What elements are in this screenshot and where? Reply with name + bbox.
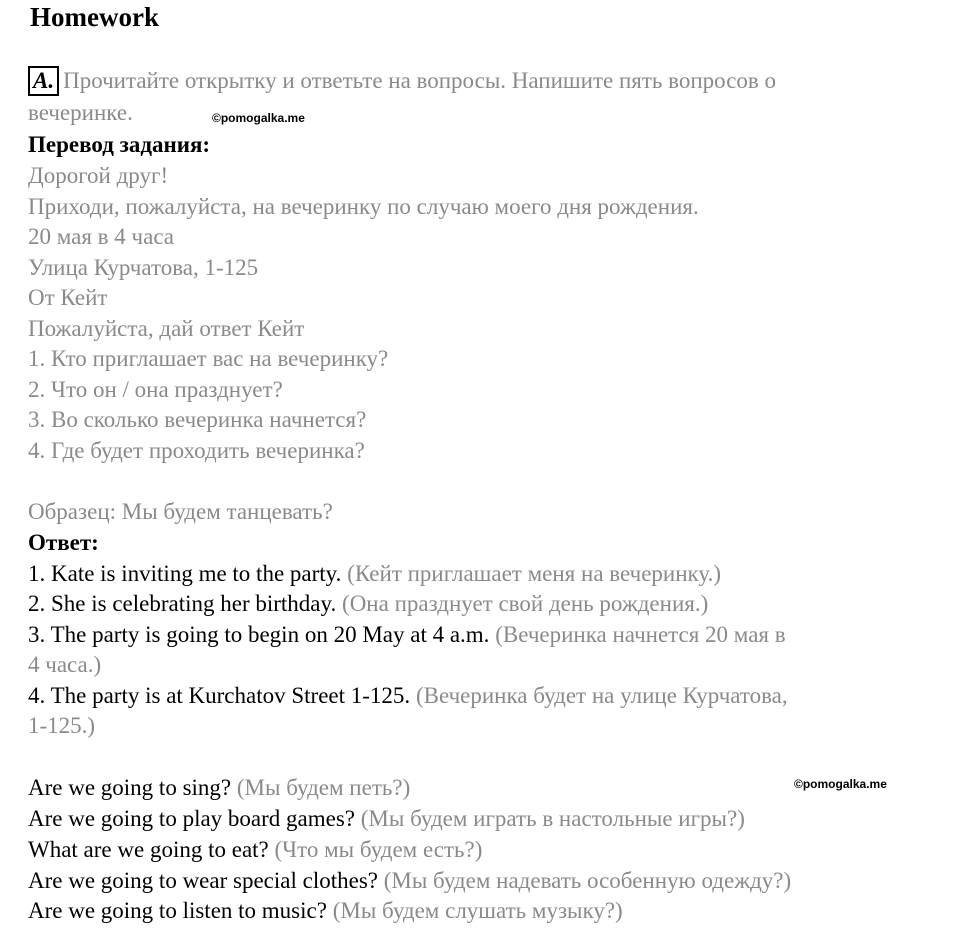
sample-line: Образец: Мы будем танцевать? bbox=[28, 499, 333, 524]
translation-line: 2. Что он / она празднует? bbox=[28, 377, 283, 402]
translation-line: Приходи, пожалуйста, на вечеринку по случаю моего дня рождения. bbox=[28, 194, 699, 219]
answer-line bbox=[28, 589, 708, 619]
watermark: ©pomogalka.me bbox=[212, 111, 305, 125]
answer-ru-continued: 4 часа.) bbox=[28, 652, 102, 677]
question-line bbox=[28, 866, 791, 896]
question-en: Are we going to play board games? bbox=[28, 806, 356, 831]
answer-ru: (Кейт приглашает меня на вечеринку.) bbox=[347, 561, 721, 586]
answer-ru: (Вечеринка начнется 20 мая в bbox=[495, 622, 786, 647]
translation-line: От Кейт bbox=[28, 285, 108, 310]
question-en: Are we going to sing? bbox=[28, 775, 232, 800]
question-ru: (Что мы будем есть?) bbox=[274, 837, 483, 862]
question-ru: (Мы будем надевать особенную одежду?) bbox=[383, 868, 792, 893]
translation-line: 3. Во сколько вечеринка начнется? bbox=[28, 407, 367, 432]
translation-line: Пожалуйста, дай ответ Кейт bbox=[28, 316, 305, 341]
answer-ru: (Вечеринка будет на улице Курчатова, bbox=[415, 683, 788, 708]
question-ru: (Мы будем петь?) bbox=[236, 775, 411, 800]
translation-line: 20 мая в 4 часа bbox=[28, 224, 175, 249]
question-en: Are we going to wear special clothes? bbox=[28, 868, 378, 893]
question-line bbox=[28, 835, 482, 865]
page-title: Homework bbox=[30, 2, 159, 32]
answer-ru-continued: 1-125.) bbox=[28, 713, 96, 738]
answer-ru: (Она празднует свой день рождения.) bbox=[342, 591, 709, 616]
answer-line bbox=[28, 681, 788, 711]
answer-line bbox=[28, 559, 721, 589]
answer-line bbox=[28, 620, 786, 650]
task-badge: A. bbox=[28, 66, 59, 96]
translation-heading: Перевод задания: bbox=[28, 132, 211, 157]
answer-en: 1. Kate is inviting me to the party. bbox=[28, 561, 342, 586]
answer-en: 3. The party is going to begin on 20 May at 4 a.m. bbox=[28, 622, 490, 647]
answer-en: 2. She is celebrating her birthday. bbox=[28, 591, 337, 616]
translation-line: Дорогой друг! bbox=[28, 163, 169, 188]
task-line-2: вечеринке. bbox=[28, 100, 133, 125]
watermark: ©pomogalka.me bbox=[794, 777, 887, 791]
translation-line: 4. Где будет проходить вечеринка? bbox=[28, 438, 365, 463]
question-ru: (Мы будем слушать музыку?) bbox=[332, 898, 623, 923]
question-line bbox=[28, 773, 410, 803]
translation-line: Улица Курчатова, 1-125 bbox=[28, 255, 259, 280]
task-line-1 bbox=[28, 66, 776, 96]
question-en: Are we going to listen to music? bbox=[28, 898, 327, 923]
question-ru: (Мы будем играть в настольные игры?) bbox=[360, 806, 745, 831]
question-line bbox=[28, 896, 623, 926]
task-text-1: Прочитайте открытку и ответьте на вопросы. Напишите пять вопросов о bbox=[63, 68, 777, 93]
answer-heading: Ответ: bbox=[28, 530, 99, 555]
answer-en: 4. The party is at Kurchatov Street 1-125. bbox=[28, 683, 411, 708]
translation-line: 1. Кто приглашает вас на вечеринку? bbox=[28, 346, 389, 371]
question-en: What are we going to eat? bbox=[28, 837, 269, 862]
question-line bbox=[28, 804, 745, 834]
